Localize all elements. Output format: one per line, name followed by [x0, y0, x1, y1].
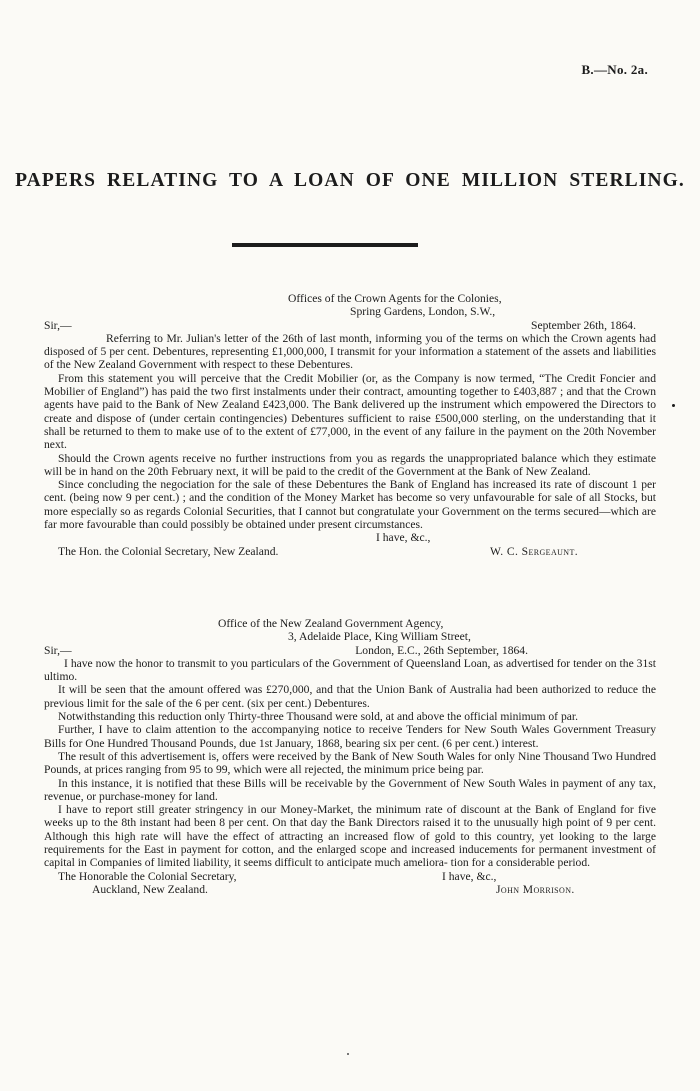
sender-address-line-2: Spring Gardens, London, S.W.,	[350, 305, 496, 319]
paragraph: Notwithstanding this reduction only Thirty-three Thousand were sold, at and above the official minimum of par.	[58, 710, 579, 724]
addressee-closing-row	[44, 870, 656, 883]
closing: I have, &c.,	[442, 869, 497, 883]
salutation: Sir,—	[44, 643, 72, 657]
page-title: PAPERS RELATING TO A LOAN OF ONE MILLION STERLING.	[15, 170, 685, 191]
sender-address-line-2: 3, Adelaide Place, King William Street,	[288, 630, 471, 644]
addressee: The Honorable the Colonial Secretary,	[58, 869, 237, 883]
paragraph: The result of this advertisement is, offers were received by the Bank of New South Wales for only Nine Thousand Two Hundred Pounds, at prices ranging from 95 to 99, which were all rejected, the minimum price being par.	[44, 749, 656, 777]
margin-mark	[672, 404, 675, 407]
addressee-signature-row	[44, 883, 656, 896]
salutation-date-row	[44, 319, 656, 332]
paragraph: Since concluding the negociation for the sale of these Debentures the Bank of England has increased its rate of discount 1 per cent. (being now 9 per cent.) ; and the condition of the Money Market has become so very unfavourable for sale of all Stocks, but more especially so as regards Colonial Securities, that I cannot but congratulate your Government on the terms secured—which are far more favourable than could possibly be obtained under present circumstances.	[44, 478, 656, 532]
closing: I have, &c.,	[376, 531, 431, 545]
paragraph: From this statement you will perceive that the Credit Mobilier (or, as the Company is now termed, “The Credit Foncier and Mobilier of England”) has paid the two first instalments under their contract, amounting together to £403,887 ; and that the Crown agents have paid to the Bank of New Zealand £423,000. The Bank delivered up the instrument which empowered the Directors to create and dispose of (under certain contingencies) Debentures sufficient to raise £500,000 sterling, on the understanding that it shall be returned to them to make use of to the extent of £77,000, in the event of any failure in the payment on the 20th November next.	[44, 371, 656, 452]
salutation-date-row	[44, 644, 656, 657]
signature: John Morrison.	[496, 882, 575, 896]
sender-address-line-1: Offices of the Crown Agents for the Colonies,	[288, 292, 502, 305]
title-rule	[232, 243, 418, 247]
signature: W. C. Sergeaunt.	[490, 544, 579, 558]
letter-nz-agency	[44, 617, 656, 896]
closing-row	[44, 531, 656, 544]
paragraph: Referring to Mr. Julian's letter of the 26th of last month, informing you of the terms on which the Crown agents had disposed of 5 per cent. Debentures, representing £1,000,000, I transmit for your information a statement of the assets and liabilities of the New Zealand Government with respect to these Debentures.	[44, 331, 656, 372]
page-reference: B.—No. 2a.	[581, 62, 648, 77]
salutation: Sir,—	[44, 318, 72, 332]
page-mark	[347, 1053, 349, 1055]
addressee-location: Auckland, New Zealand.	[92, 882, 208, 896]
paragraph: It will be seen that the amount offered was £270,000, and that the Union Bank of Australia had been authorized to reduce the previous limit for the sale of the 6 per cent. (six per cent.) Debentures.	[44, 683, 656, 710]
addressee: The Hon. the Colonial Secretary, New Zealand.	[58, 544, 279, 558]
paragraph: In this instance, it is notified that these Bills will be receivable by the Government of New South Wales in payment of any tax, revenue, or purchase-money for land.	[44, 776, 656, 803]
paragraph: I have now the honor to transmit to you particulars of the Government of Queensland Loan, as advertised for tender on the 31st ultimo.	[44, 656, 656, 684]
sender-address-line-1: Office of the New Zealand Government Agency,	[218, 617, 444, 630]
paragraph: I have to report still greater stringency in our Money-Market, the minimum rate of discount at the Bank of England for five weeks up to the 8th instant had been 8 per cent. On that day the Bank Directors raised it to the unusually high point of 9 per cent. Although this high rate will have the effect of attracting an increased flow of gold to this country, yet looking to the large requirements for the East in payment for cotton, and the enlarged scope and increased inducements for permanent investment of capital in Companies of limited liability, it seems difficult to anticipate much ameliora- tion for a considerable period.	[44, 803, 656, 870]
letter-crown-agents	[44, 292, 656, 558]
paragraph: Further, I have to claim attention to the accompanying notice to receive Tenders for New South Wales Government Treasury Bills for One Hundred Thousand Pounds, due 1st January, 1868, bearing six per cent. (6 per cent.) interest.	[44, 723, 656, 750]
addressee-signature-row	[44, 545, 656, 558]
letter-date: September 26th, 1864.	[531, 318, 636, 332]
letter-date: London, E.C., 26th September, 1864.	[355, 643, 528, 657]
paragraph: Should the Crown agents receive no further instructions from you as regards the unappropriated balance which they estimate will be in hand on the 20th February next, it will be paid to the credit of the Government at the Bank of New Zealand.	[44, 451, 656, 478]
